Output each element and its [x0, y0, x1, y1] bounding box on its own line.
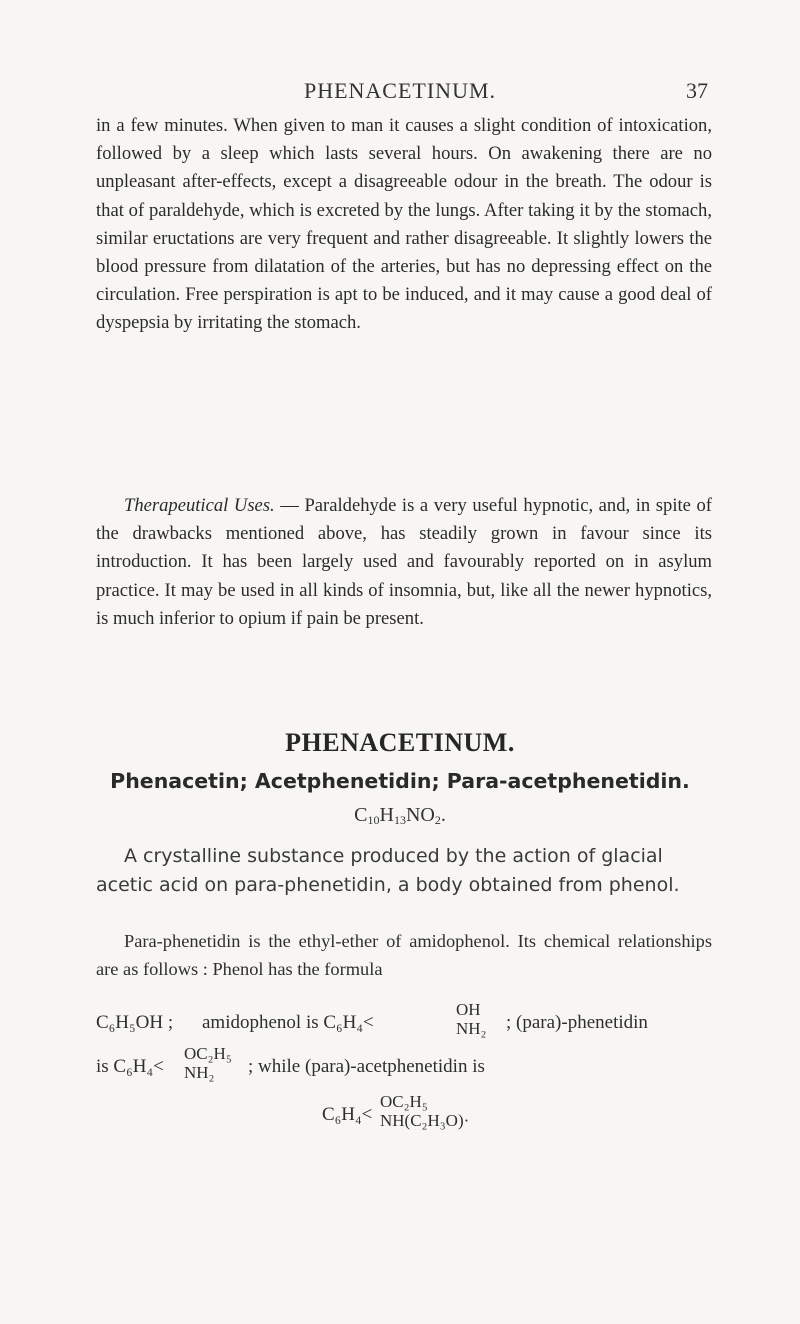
paraldehyde-effects-text: in a few minutes. When given to man it causes a slight condition of intoxication, followed by a sleep which lasts several hours. On awakening there are no unpleasant after-effects, except a disagreeable odour in the breath. The odour is that of paraldehyde, which is excreted by the lungs. After taking it by the stomach, similar eructations are very frequent and rather disagreeable. It slightly lowers the blood pressure from dilatation of the arteries, but has no depressing effect on the circulation. Free perspiration is apt to be induced, and it may cause a good deal of dyspepsia by irritating the stomach. [96, 115, 712, 334]
formula-line-2 [96, 1044, 712, 1084]
para-phenetidin-label: ; (para)-phenetidin [506, 1012, 648, 1033]
therapeutic-uses-paragraph [96, 492, 712, 633]
phenol-formula: C₆H₅OH ; [96, 1012, 174, 1033]
substituent-bottom: NH₂ [456, 1019, 487, 1038]
therapeutic-uses-heading: Therapeutical Uses. [124, 495, 275, 516]
section-title: PHENACETINUM. [285, 728, 515, 757]
therapeutic-uses-text [96, 492, 712, 633]
relationships-text: Para-phenetidin is the ethyl-ether of amidophenol. Its chemical relationships are as follows : Phenol has the formula [96, 931, 712, 980]
substituent-bottom: NH₂ [184, 1063, 215, 1082]
molecular-formula: $C_{10}H_{13}NO_2$. [354, 804, 446, 827]
running-head [0, 78, 800, 108]
substituent-top: OC₂H₅ [380, 1092, 428, 1111]
phenetidin-substituents [184, 1044, 232, 1082]
acetphenetidin-formula: C₆H₄< [322, 1104, 373, 1125]
substituent-bottom: NH(C₂H₃O)· [380, 1111, 470, 1130]
paraldehyde-effects-paragraph [96, 112, 712, 338]
description-paragraph [96, 842, 714, 900]
therapeutic-uses-body: — Paraldehyde is a very useful hypnotic, and, in spite of the drawbacks mentioned above, has steadily grown in favour since its introduction. It has been largely used and favourably reported on in asylum practice. It may be used in all kinds of insomnia, but, like all the newer hypnotics, is much inferior to opium if pain be present. [96, 495, 712, 629]
amidophenol-substituents [456, 1000, 486, 1038]
relationships-paragraph [96, 927, 712, 984]
formula-line-3 [322, 1092, 562, 1132]
section-synonyms: Phenacetin; Acetphenetidin; Para-acetphenetidin. [110, 769, 690, 793]
page-number: 37 [686, 78, 708, 103]
formula-line-1 [96, 1000, 712, 1040]
substituent-top: OH [456, 1000, 481, 1019]
acetphenetidin-label: ; while (para)-acetphenetidin is [248, 1056, 485, 1077]
phenetidin-formula: is C₆H₄< [96, 1056, 164, 1077]
substituent-top: OC₂H₅ [184, 1044, 232, 1063]
amidophenol-formula: amidophenol is C₆H₄< [202, 1012, 374, 1033]
running-title: PHENACETINUM. [303, 78, 497, 103]
acetphenetidin-substituents [380, 1092, 469, 1130]
description-text: A crystalline substance produced by the action of glacial acetic acid on para-phenetidin, a body obtained from phenol. [96, 845, 680, 896]
